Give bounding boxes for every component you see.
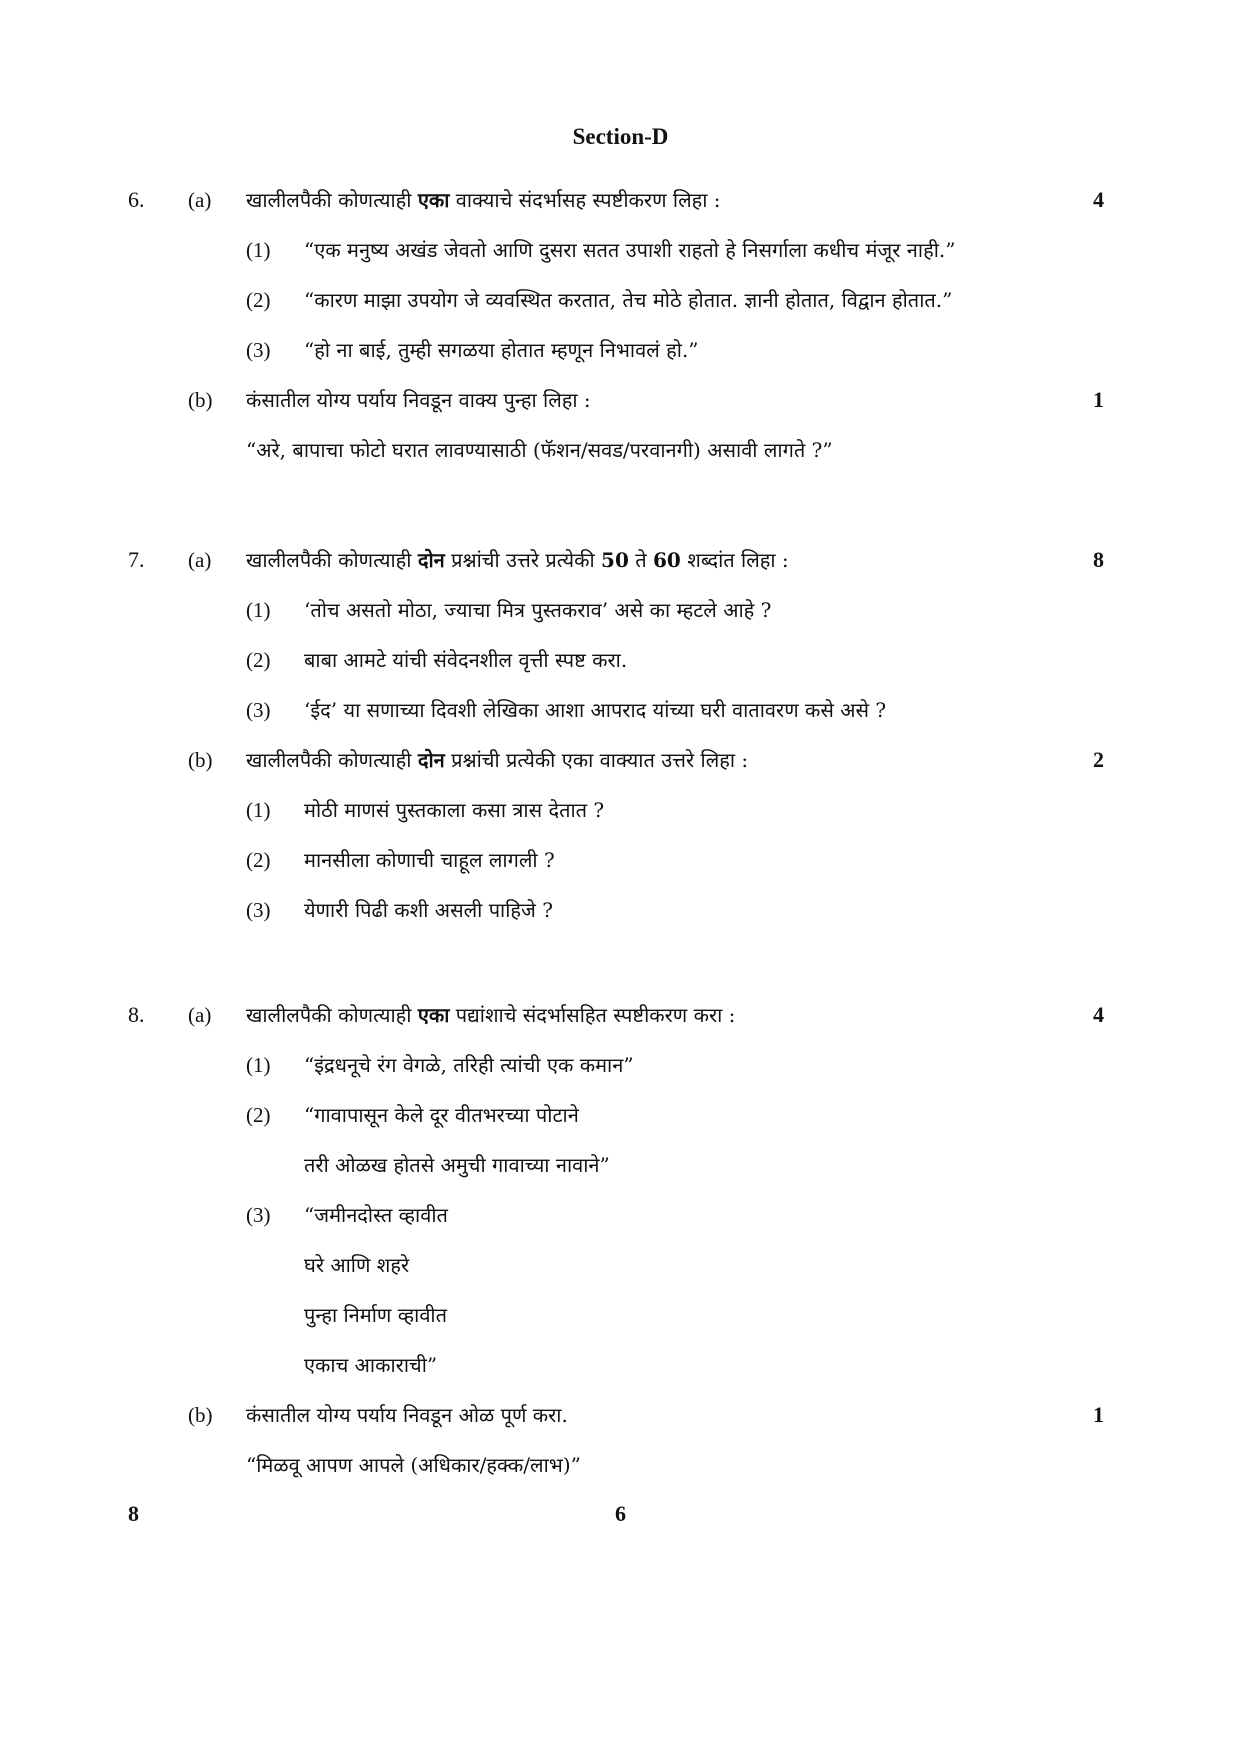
question-6a-item-1-label: (1) bbox=[246, 238, 271, 262]
question-7b-item-1-label: (1) bbox=[246, 798, 271, 822]
question-6a-item-3-label: (3) bbox=[246, 338, 271, 362]
question-7a-marks: 8 bbox=[1093, 547, 1104, 572]
question-8b-label: (b) bbox=[188, 1403, 213, 1427]
question-7b-item-2-text: मानसीला कोणाची चाहूल लागली ? bbox=[304, 848, 555, 872]
question-6b-marks: 1 bbox=[1093, 387, 1104, 412]
question-8a-item-3-line-4: एकाच आकाराची” bbox=[304, 1353, 438, 1377]
question-6a-label: (a) bbox=[188, 188, 212, 212]
question-8a-marks: 4 bbox=[1093, 1002, 1104, 1027]
question-7a-item-1-label: (1) bbox=[246, 598, 271, 622]
question-7a-item-1-text: ‘तोच असतो मोठा, ज्याचा मित्र पुस्तकराव’ असे का म्हटले आहे ? bbox=[304, 598, 772, 622]
question-6a-item-2-text: “कारण माझा उपयोग जे व्यवस्थित करतात, तेच मोठे होतात. ज्ञानी होतात, विद्वान होतात.” bbox=[304, 288, 953, 312]
question-7b-item-3-text: येणारी पिढी कशी असली पाहिजे ? bbox=[304, 898, 553, 922]
question-8a-item-3-line-1: “जमीनदोस्त व्हावीत bbox=[304, 1203, 448, 1227]
question-6a-item-1-text: “एक मनुष्य अखंड जेवतो आणि दुसरा सतत उपाशी राहतो हे निसर्गाला कधीच मंजूर नाही.” bbox=[304, 238, 956, 262]
question-7a-item-2-text: बाबा आमटे यांची संवेदनशील वृत्ती स्पष्ट करा. bbox=[304, 648, 628, 672]
question-7b-item-1-text: मोठी माणसं पुस्तकाला कसा त्रास देतात ? bbox=[304, 798, 605, 822]
question-8-number: 8. bbox=[128, 1002, 145, 1027]
question-6b-sentence: “अरे, बापाचा फोटो घरात लावण्यासाठी (फॅशन/सवड/परवानगी) असावी लागते ?” bbox=[246, 438, 833, 462]
question-7a-item-2-label: (2) bbox=[246, 648, 271, 672]
question-8a-item-1-text: “इंद्रधनूचे रंग वेगळे, तरिही त्यांची एक कमान” bbox=[304, 1053, 634, 1077]
question-7a-label: (a) bbox=[188, 548, 212, 572]
question-7b-marks: 2 bbox=[1093, 747, 1104, 772]
question-8a-item-2-line-1: “गावापासून केले दूर वीतभरच्या पोटाने bbox=[304, 1103, 579, 1127]
question-7a-item-3-label: (3) bbox=[246, 698, 271, 722]
question-6b-instruction: कंसातील योग्य पर्याय निवडून वाक्य पुन्हा लिहा : bbox=[246, 388, 591, 412]
question-7b-item-3-label: (3) bbox=[246, 898, 271, 922]
question-8b-line: “मिळवू आपण आपले (अधिकार/हक्क/लाभ)” bbox=[246, 1453, 581, 1477]
question-8a-instruction: खालीलपैकी कोणत्याही एका पद्यांशाचे संदर्भासहित स्पष्टीकरण करा : bbox=[246, 1003, 736, 1027]
question-7b-instruction: खालीलपैकी कोणत्याही दोन प्रश्नांची प्रत्येकी एका वाक्यात उत्तरे लिहा : bbox=[246, 748, 749, 772]
question-6-number: 6. bbox=[128, 187, 145, 212]
footer-code: 8 bbox=[128, 1501, 139, 1526]
question-8a-item-3-line-2: घरे आणि शहरे bbox=[304, 1253, 410, 1277]
question-8a-item-2-label: (2) bbox=[246, 1103, 271, 1127]
question-8b-instruction: कंसातील योग्य पर्याय निवडून ओळ पूर्ण करा. bbox=[246, 1403, 568, 1427]
question-8b-marks: 1 bbox=[1093, 1402, 1104, 1427]
page-number: 6 bbox=[615, 1501, 626, 1526]
question-8a-item-3-line-3: पुन्हा निर्माण व्हावीत bbox=[304, 1303, 448, 1327]
section-title: Section-D bbox=[572, 124, 669, 149]
question-8a-label: (a) bbox=[188, 1003, 212, 1027]
question-7a-instruction: खालीलपैकी कोणत्याही दोन प्रश्नांची उत्तरे प्रत्येकी 50 ते 60 शब्दांत लिहा : bbox=[246, 548, 789, 572]
question-6a-item-3-text: “हो ना बाई, तुम्ही सगळया होतात म्हणून निभावलं हो.” bbox=[304, 338, 699, 362]
question-8a-item-1-label: (1) bbox=[246, 1053, 271, 1077]
question-7a-item-3-text: ‘ईद’ या सणाच्या दिवशी लेखिका आशा आपराद यांच्या घरी वातावरण कसे असे ? bbox=[304, 698, 887, 722]
question-7b-item-2-label: (2) bbox=[246, 848, 271, 872]
question-8a-item-2-line-2: तरी ओळख होतसे अमुची गावाच्या नावाने” bbox=[304, 1153, 610, 1177]
question-8a-item-3-label: (3) bbox=[246, 1203, 271, 1227]
question-6b-label: (b) bbox=[188, 388, 213, 412]
question-6a-item-2-label: (2) bbox=[246, 288, 271, 312]
question-7-number: 7. bbox=[128, 547, 145, 572]
question-6a-marks: 4 bbox=[1093, 187, 1104, 212]
question-7b-label: (b) bbox=[188, 748, 213, 772]
question-6a-instruction: खालीलपैकी कोणत्याही एका वाक्याचे संदर्भासह स्पष्टीकरण लिहा : bbox=[246, 188, 721, 212]
